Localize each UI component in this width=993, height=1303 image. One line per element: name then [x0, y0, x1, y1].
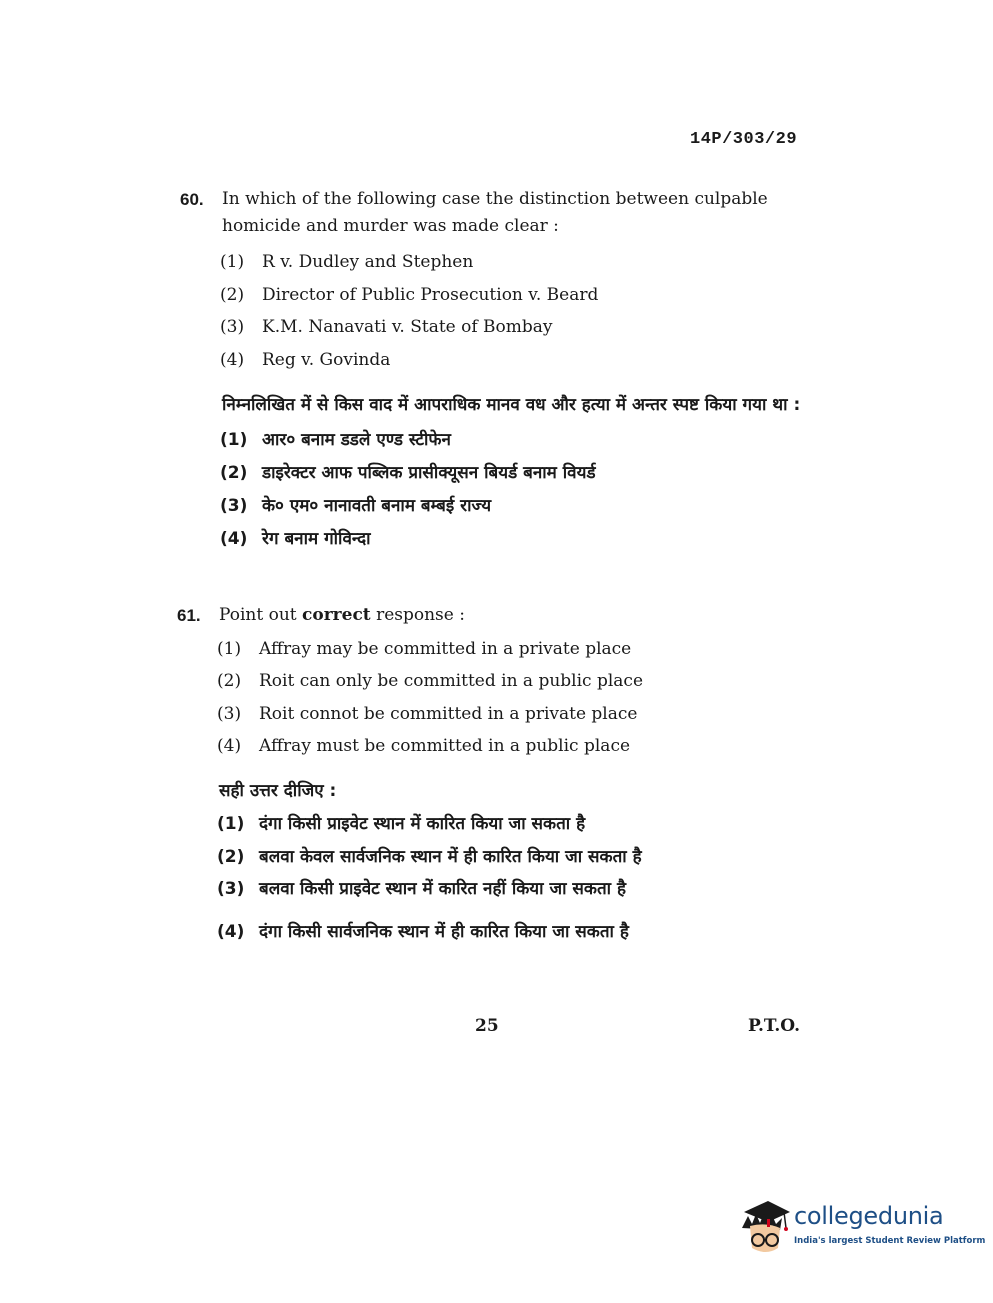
watermark-brand: collegedunia — [794, 1202, 944, 1230]
question-number: 60. — [180, 190, 204, 209]
option-number: (2) — [217, 671, 242, 692]
option-text: Affray may be committed in a private place — [259, 639, 632, 659]
option-text: Director of Public Prosecution v. Beard — [262, 284, 599, 305]
option-3-en — [180, 311, 820, 344]
question-stem-en — [177, 602, 817, 629]
question-stem-en — [180, 186, 820, 240]
options-en — [177, 633, 817, 762]
option-number: (4) — [220, 349, 245, 370]
option-3-hi — [177, 873, 817, 906]
option-text: रेग बनाम गोविन्दा — [262, 529, 371, 549]
option-number: (3) — [220, 496, 248, 516]
option-number: (2) — [220, 463, 248, 483]
collegedunia-watermark — [738, 1198, 986, 1258]
options-hi — [180, 424, 820, 556]
option-1-en — [180, 246, 820, 279]
question-stem-hi: निम्नलिखित में से किस वाद में आपराधिक मानव वध और हत्या में अन्तर स्पष्ट किया गया था : — [222, 395, 801, 415]
option-number: (4) — [217, 735, 242, 756]
option-text: K.M. Nanavati v. State of Bombay — [262, 317, 553, 337]
question-number: 61. — [177, 606, 201, 625]
option-text: आर० बनाम डडले एण्ड स्टीफेन — [262, 430, 451, 450]
option-4-hi — [180, 523, 820, 556]
option-3-en — [177, 698, 817, 730]
option-4-en — [177, 730, 817, 762]
option-2-hi — [177, 841, 817, 874]
question-text: In which of the following case the distinction between culpable homicide and murder was made clear : — [222, 189, 768, 236]
option-number: (4) — [217, 921, 245, 942]
watermark-tagline: India's largest Student Review Platform — [794, 1236, 986, 1246]
option-text: बलवा किसी प्राइवेट स्थान में कारित नहीं किया जा सकता है — [259, 879, 626, 900]
page-number: 25 — [475, 1016, 499, 1036]
option-2-en — [180, 279, 820, 312]
option-number: (2) — [220, 284, 245, 305]
question-60 — [180, 186, 820, 556]
question-text-suffix: response : — [376, 605, 465, 625]
option-text: Affray must be committed in a public place — [259, 735, 631, 756]
option-number: (1) — [220, 430, 248, 450]
option-text: बलवा केवल सार्वजनिक स्थान में ही कारित किया जा सकता है — [259, 846, 642, 867]
pto-label: P.T.O. — [748, 1016, 800, 1036]
option-number: (2) — [217, 846, 245, 867]
option-1-hi — [177, 808, 817, 841]
question-text-prefix: Point out — [219, 605, 297, 625]
collegedunia-mascot-icon — [738, 1198, 792, 1258]
question-stem-hi: सही उत्तर दीजिए : — [219, 781, 337, 802]
options-en — [180, 246, 820, 376]
option-number: (1) — [220, 252, 245, 272]
option-2-hi — [180, 457, 820, 490]
page-code: 14P/303/29 — [690, 130, 798, 149]
option-text: के० एम० नानावती बनाम बम्बई राज्य — [262, 496, 492, 516]
option-2-en — [177, 665, 817, 697]
option-number: (1) — [217, 639, 242, 659]
question-61 — [177, 602, 817, 948]
option-text: दंगा किसी सार्वजनिक स्थान में ही कारित किया जा सकता है — [259, 921, 629, 942]
option-text: दंगा किसी प्राइवेट स्थान में कारित किया जा सकता है — [259, 814, 586, 835]
option-4-hi — [177, 916, 817, 949]
option-text: Roit connot be committed in a private place — [259, 703, 638, 724]
option-text: Roit can only be committed in a public place — [259, 671, 644, 692]
options-hi — [177, 808, 817, 948]
question-text-emphasis: correct — [302, 605, 371, 625]
option-4-en — [180, 344, 820, 377]
option-text: डाइरेक्टर आफ पब्लिक प्रासीक्यूसन बियर्ड बनाम वियर्ड — [262, 463, 596, 483]
option-text: R v. Dudley and Stephen — [262, 252, 474, 272]
option-number: (3) — [220, 317, 245, 337]
option-number: (3) — [217, 879, 245, 900]
option-1-en — [177, 633, 817, 665]
option-number: (3) — [217, 703, 242, 724]
option-number: (1) — [217, 814, 245, 835]
option-number: (4) — [220, 529, 248, 549]
option-3-hi — [180, 490, 820, 523]
option-text: Reg v. Govinda — [262, 349, 391, 370]
option-1-hi — [180, 424, 820, 457]
